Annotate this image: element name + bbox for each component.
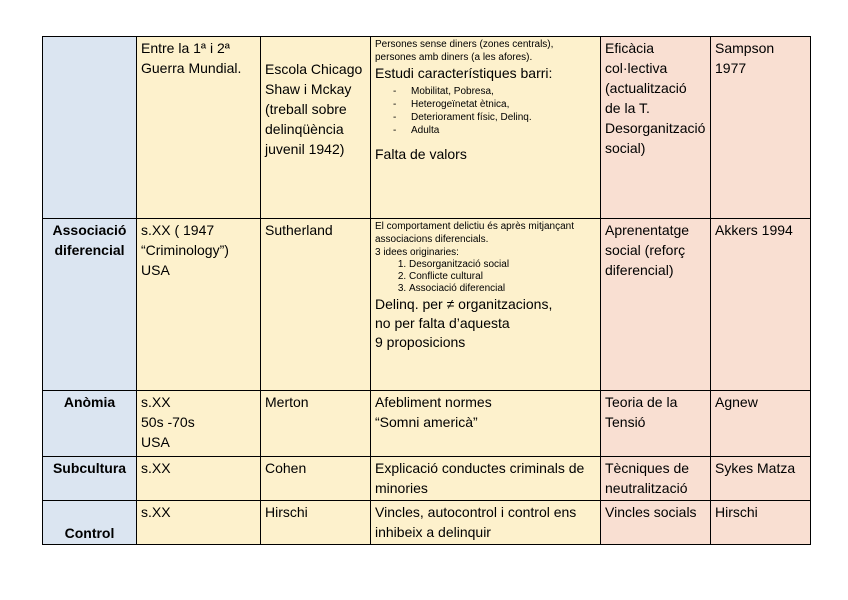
theory-cell: Control — [43, 501, 137, 545]
reference-cell: Hirschi — [711, 501, 811, 545]
description-cell — [371, 37, 601, 219]
theory-cell — [43, 37, 137, 219]
table-row — [43, 457, 811, 501]
description-footer: Falta de valors — [375, 146, 467, 162]
author-cell: Merton — [261, 391, 371, 457]
reference-cell: Agnew — [711, 391, 811, 457]
author-cell: Cohen — [261, 457, 371, 501]
theory-link-cell: Aprenentatge social (reforç diferencial) — [601, 219, 711, 391]
description-line: 9 proposicions — [375, 334, 466, 350]
period-line: s.XX — [141, 394, 171, 410]
list-item: 1. Desorganització social — [409, 259, 596, 271]
description-cell — [371, 219, 601, 391]
table-row — [43, 391, 811, 457]
author-cell: Hirschi — [261, 501, 371, 545]
theory-link-cell: Eficàcia col·lectiva (actualització de la T. Desorganització social) — [601, 37, 711, 219]
description-line: Delinq. per ≠ organitzacions, — [375, 296, 553, 312]
description-heading: Estudi característiques barri: — [375, 65, 553, 81]
description-intro: Persones sense diners (zones centrals), persones amb diners (a les afores). — [375, 39, 554, 63]
table-row — [43, 37, 811, 219]
description-cell — [371, 391, 601, 457]
reference-cell: Sampson 1977 — [711, 37, 811, 219]
theory-cell: Anòmia — [43, 391, 137, 457]
list-item: - Mobilitat, Pobresa, — [411, 85, 596, 98]
theory-link-cell: Vincles socials — [601, 501, 711, 545]
description-line: “Somni americà” — [375, 414, 478, 430]
theory-link-cell: Teoria de la Tensió — [601, 391, 711, 457]
period-cell — [137, 391, 261, 457]
description-line: Afebliment normes — [375, 394, 492, 410]
period-cell: s.XX ( 1947 “Criminology”) USA — [137, 219, 261, 391]
theory-cell: Subcultura — [43, 457, 137, 501]
list-item: 3. Associació diferencial — [409, 283, 596, 295]
author-cell: Sutherland — [261, 219, 371, 391]
table-row — [43, 219, 811, 391]
characteristics-list — [375, 85, 596, 137]
list-item: - Deteriorament físic, Delinq. — [411, 111, 596, 124]
period-line: USA — [141, 434, 170, 450]
author-cell: Escola Chicago Shaw i Mckay (treball sobre delinqüència juvenil 1942) — [261, 37, 371, 219]
reference-cell: Akkers 1994 — [711, 219, 811, 391]
list-item: - Heterogeïnetat ètnica, — [411, 98, 596, 111]
description-cell: Explicació conductes criminals de minories — [371, 457, 601, 501]
description-line: no per falta d’aquesta — [375, 315, 510, 331]
theory-cell: Associació diferencial — [43, 219, 137, 391]
theory-link-cell: Tècniques de neutralització — [601, 457, 711, 501]
table-row — [43, 501, 811, 545]
period-cell: s.XX — [137, 501, 261, 545]
description-cell: Vincles, autocontrol i control ens inhibeix a delinquir — [371, 501, 601, 545]
period-cell: Entre la 1ª i 2ª Guerra Mundial. — [137, 37, 261, 219]
list-item: 2. Conflicte cultural — [409, 271, 596, 283]
reference-cell: Sykes Matza — [711, 457, 811, 501]
ideas-list — [375, 259, 596, 295]
criminology-table — [42, 36, 811, 545]
description-intro: El comportament delictiu és après mitjançant associacions diferencials. — [375, 221, 574, 245]
period-line: 50s -70s — [141, 414, 195, 430]
description-heading: 3 idees originaries: — [375, 247, 459, 258]
list-item: - Adulta — [411, 124, 596, 137]
period-cell: s.XX — [137, 457, 261, 501]
